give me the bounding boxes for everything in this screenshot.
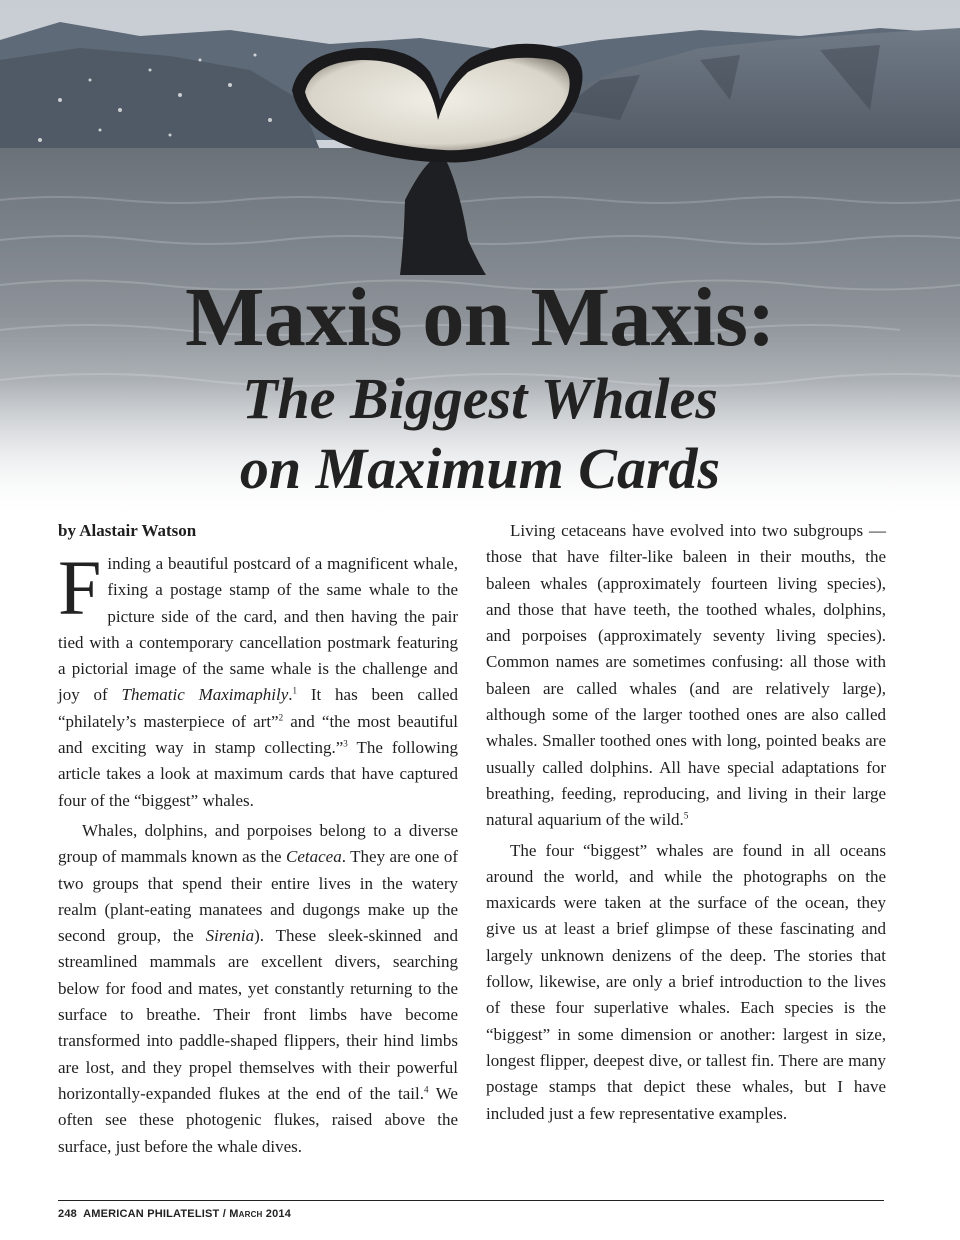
footnote-ref: 2 (278, 712, 284, 723)
footer-rule (58, 1200, 884, 1201)
article-title: Maxis on Maxis: (185, 271, 775, 364)
text-run: inding a beautiful postcard of a magnificent whale, fixing a postage stamp of the same whale to the picture side of the card, and then having the pair tied with a contemporary cancellation postmark featuring a pictorial image of the same whale is the challenge and joy of (58, 554, 458, 705)
footnote-ref: 3 (343, 738, 348, 749)
paragraph-cetacea (58, 818, 458, 1160)
footnote-ref: 5 (683, 810, 689, 821)
right-column (486, 518, 886, 1127)
text-run: Whales, dolphins, and porpoises belong to a diverse group of mammals known as the (58, 820, 458, 867)
footnote-ref: 1 (292, 685, 298, 696)
paragraph-subgroups (486, 518, 886, 834)
byline: by Alastair Watson (58, 521, 197, 540)
issue-date: March 2014 (229, 1208, 292, 1220)
page-footer (58, 1208, 291, 1220)
paragraph-intro: Finding a beautiful postcard of a magnificent whale, fixing a postage stamp of the same whale to the picture side of the card, and then having the pair tied with a contemporary cancellation postmark featuring a pictorial image of the same whale is the challenge and joy of Thematic Maximaphily.$^1$ It has been called “philately’s masterpiece of art”$^2$ and “the most beautiful and exciting way in stamp collecting.”$^3$ The following article takes a look at maximum cards that have captured four of the “biggest” whales. (58, 544, 459, 810)
text-run: Living cetaceans have evolved into two subgroups — those that have filter-like baleen in their mouths, the baleen whales (approximately fourteen living species), and those that have teeth, the toothed whales, dolphins, and porpoises (approximately seventy living species). Common names are sometimes confusing: all those with baleen are called whales (and are relatively large), although some of the larger toothed ones are also called whales. Smaller toothed ones with long, pointed beaks are usually called dolphins. All have special adaptations for breathing, feeding, reproducing, and living in their large natural aquarium of the wild. (486, 521, 886, 830)
article-subtitle-line-2: on Maximum Cards (239, 436, 721, 501)
footer-separator: / (219, 1208, 230, 1220)
emphasis-text: Sirenia (205, 926, 255, 946)
emphasis-text: Cetacea (286, 847, 342, 867)
footnote-ref: 4 (423, 1084, 429, 1095)
text-run: The following article takes a look at maximum cards that have captured four of the “biggest” whales. (58, 738, 458, 810)
page-number: 248 (58, 1208, 77, 1220)
article-subtitle-line-1: The Biggest Whales (242, 366, 718, 431)
text-run: ). These sleek-skinned and streamlined mammals are excellent divers, searching below for food and mates, yet constantly returning to the surface to breathe. Their front limbs have become transformed into paddle-shaped flippers, their hind limbs are lost, and they propel themselves with their powerful horizontally-expanded flukes at the end of the tail. (58, 926, 458, 1103)
drop-cap: F (58, 544, 102, 631)
text-run: It has been called “philately’s masterpiece of art” (58, 685, 459, 731)
text-run: We often see these photogenic flukes, raised above the surface, just before the whale dives. (58, 1083, 458, 1156)
article-title-block (0, 272, 960, 504)
text-run: and “the most beautiful and exciting way in stamp collecting.” (58, 711, 458, 758)
publication-name: AMERICAN PHILATELIST (83, 1208, 220, 1220)
emphasis-text: Thematic Maximaphily (121, 685, 289, 705)
text-run: . They are one of two groups that spend their entire lives in the watery realm (plant-eating manatees and dugongs make up the second group, the (58, 847, 458, 946)
left-column (58, 518, 458, 1160)
paragraph-four-biggest: The four “biggest” whales are found in all oceans around the world, and while the photographs on the maxicards were taken at the surface of the ocean, they give us at least a brief glimpse of these fascinating and largely unknown denizens of the deep. The stories that follow, likewise, are only a brief introduction to the lives of these four superlative whales. Each species is the “biggest” in some dimension or another: largest in size, longest flipper, deepest dive, or tallest fin. There are many postage stamps that depict these whales, but I have included just a few representative examples. (486, 840, 886, 1123)
